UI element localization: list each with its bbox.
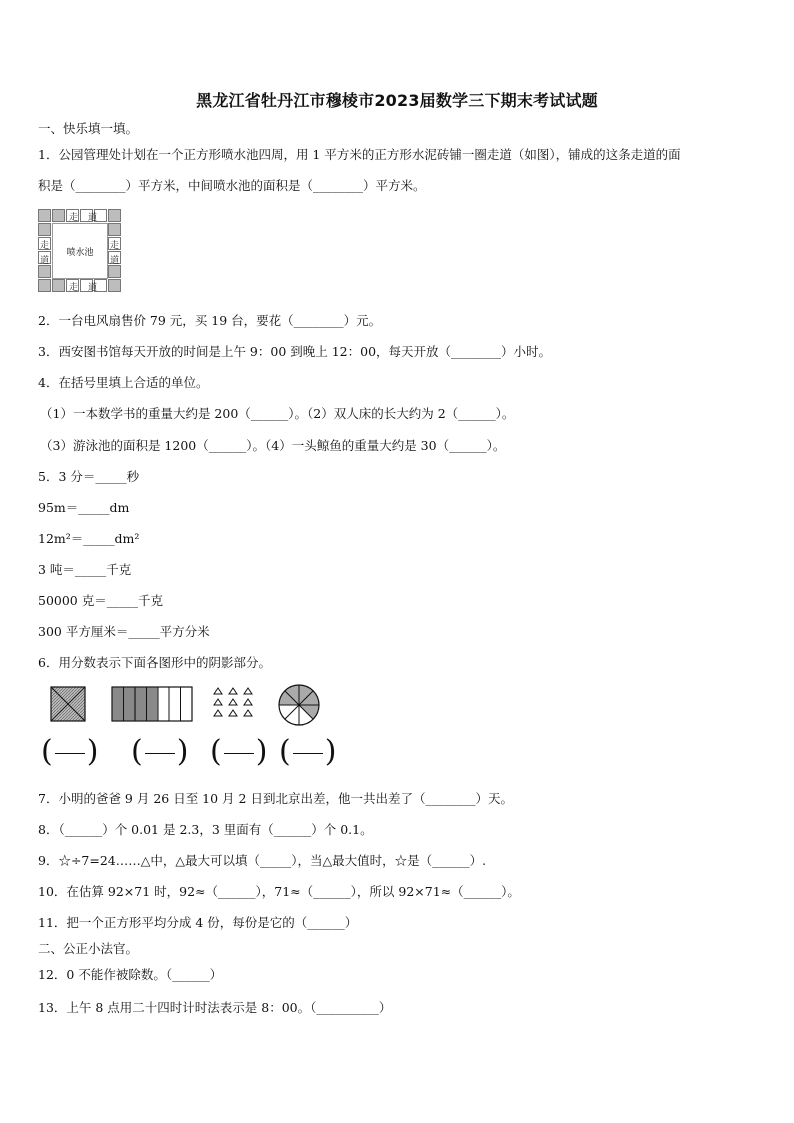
question-5-c: 12m²＝_____dm² (38, 531, 140, 546)
triangles-figure (212, 686, 254, 720)
path-label: 道 (88, 283, 98, 293)
pool-diagram (38, 209, 122, 293)
pool-center-label: 喷水池 (52, 223, 108, 279)
question-5-b: 95m＝_____dm (38, 500, 130, 515)
shaded-square-figure (50, 686, 86, 722)
section-heading-1: 一、快乐填一填。 (38, 121, 139, 136)
fraction-answer-1[interactable]: ( ) (41, 734, 99, 769)
question-5-d: 3 吨＝_____千克 (38, 562, 132, 577)
path-label: 走 (40, 241, 50, 251)
path-label: 走 (69, 213, 79, 223)
fraction-answer-4[interactable]: ( ) (279, 734, 337, 769)
question-13: 13．上午 8 点用二十四时计时法表示是 8：00。（__________） (38, 1000, 392, 1015)
question-5-e: 50000 克＝_____千克 (38, 593, 163, 608)
question-12: 12．0 不能作被除数。（______） (38, 967, 223, 982)
question-6: 6．用分数表示下面各图形中的阴影部分。 (38, 655, 271, 670)
fraction-answer-3[interactable]: ( ) (210, 734, 268, 769)
question-10: 10．在估算 92×71 时，92≈（______），71≈（______），所以 92×71≈（______）。 (38, 884, 520, 899)
question-11: 11．把一个正方形平均分成 4 份，每份是它的（______） (38, 915, 358, 930)
shaded-circle-figure (277, 683, 321, 727)
question-5: 5．3 分＝_____秒 (38, 469, 140, 484)
path-label: 走 (110, 241, 120, 251)
question-5-f: 300 平方厘米＝_____平方分米 (38, 624, 210, 639)
question-4-part-a: （1）一本数学书的重量大约是 200（______）。（2）双人床的长大约为 2（______）。 (40, 406, 515, 421)
question-3: 3．西安图书馆每天开放的时间是上午 9：00 到晚上 12：00，每天开放（________）小时。 (38, 344, 552, 359)
question-8: 8．（______）个 0.01 是 2.3，3 里面有（______）个 0.1。 (38, 822, 373, 837)
fraction-answer-2[interactable]: ( ) (131, 734, 189, 769)
shaded-strips-figure (111, 686, 193, 722)
path-label: 道 (40, 256, 50, 266)
question-4-part-b: （3）游泳池的面积是 1200（______）。（4）一头鲸鱼的重量大约是 30（______）。 (40, 438, 506, 453)
question-7: 7．小明的爸爸 9 月 26 日至 10 月 2 日到北京出差，他一共出差了（________）天。 (38, 791, 513, 806)
question-4: 4．在括号里填上合适的单位。 (38, 375, 209, 390)
path-label: 道 (88, 213, 98, 223)
section-heading-2: 二、公正小法官。 (38, 941, 139, 956)
question-2: 2．一台电风扇售价 79 元，买 19 台，要花（________）元。 (38, 313, 382, 328)
path-label: 走 (69, 283, 79, 293)
question-1-line-2: 积是（________）平方米，中间喷水池的面积是（________）平方米。 (38, 178, 426, 193)
question-1-line-1: 1．公园管理处计划在一个正方形喷水池四周，用 1 平方米的正方形水泥砖铺一圈走道（如图），铺成的这条走道的面 (38, 147, 681, 162)
question-9: 9．☆÷7=24……△中，△最大可以填（_____），当△最大值时，☆是（______）. (38, 853, 487, 868)
page-title: 黑龙江省牡丹江市穆棱市2023届数学三下期末考试试题 (196, 91, 598, 110)
path-label: 道 (110, 256, 120, 266)
